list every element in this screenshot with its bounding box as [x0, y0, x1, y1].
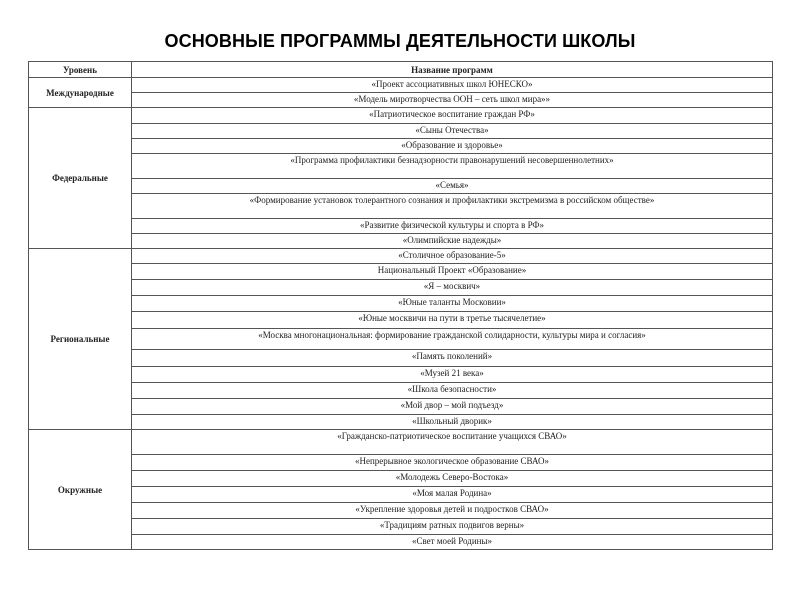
program-cell: «Моя малая Родина» — [132, 487, 773, 503]
level-cell-international: Международные — [29, 78, 132, 108]
table-row — [29, 312, 773, 329]
program-cell: «Столичное образование-5» — [132, 249, 773, 264]
program-cell: «Развитие физической культуры и спорта в РФ» — [132, 219, 773, 234]
page-title: ОСНОВНЫЕ ПРОГРАММЫ ДЕЯТЕЛЬНОСТИ ШКОЛЫ — [164, 31, 636, 51]
level-cell-federal: Федеральные — [29, 108, 132, 249]
level-cell-regional: Региональные — [29, 249, 132, 430]
program-cell: «Программа профилактики безнадзорности правонарушений несовершеннолетних» — [132, 154, 773, 179]
program-cell: «Образование и здоровье» — [132, 139, 773, 154]
programs-table-body — [29, 78, 773, 550]
program-cell: «Олимпийские надежды» — [132, 234, 773, 249]
level-cell-district: Окружные — [29, 430, 132, 550]
table-row — [29, 179, 773, 194]
programs-table — [28, 61, 773, 550]
table-row — [29, 234, 773, 249]
table-row — [29, 503, 773, 519]
table-row — [29, 108, 773, 124]
table-header-row — [29, 62, 773, 78]
program-cell: Национальный Проект «Образование» — [132, 264, 773, 280]
table-row — [29, 455, 773, 471]
table-row — [29, 415, 773, 430]
program-cell: «Модель миротворчества ООН – сеть школ мира»» — [132, 93, 773, 108]
program-cell: «Школьный дворик» — [132, 415, 773, 430]
table-row — [29, 139, 773, 154]
table-row — [29, 519, 773, 535]
program-cell: «Москва многонациональная: формирование гражданской солидарности, культуры мира и согласия» — [132, 329, 773, 350]
table-row — [29, 154, 773, 179]
program-cell: «Память поколений» — [132, 350, 773, 367]
table-row — [29, 487, 773, 503]
table-row — [29, 430, 773, 455]
program-name-column-header: Название программ — [132, 62, 773, 78]
table-row — [29, 535, 773, 550]
program-cell: «Школа безопасности» — [132, 383, 773, 399]
table-row — [29, 219, 773, 234]
table-row — [29, 264, 773, 280]
table-row — [29, 194, 773, 219]
program-cell: «Семья» — [132, 179, 773, 194]
program-cell: «Укрепление здоровья детей и подростков СВАО» — [132, 503, 773, 519]
table-row — [29, 296, 773, 312]
table-row — [29, 93, 773, 108]
table-row — [29, 350, 773, 367]
table-row — [29, 383, 773, 399]
program-cell: «Музей 21 века» — [132, 367, 773, 383]
program-cell: «Я – москвич» — [132, 280, 773, 296]
table-row — [29, 367, 773, 383]
program-cell: «Патриотическое воспитание граждан РФ» — [132, 108, 773, 124]
program-cell: «Непрерывное экологическое образование СВАО» — [132, 455, 773, 471]
program-cell: «Юные таланты Московии» — [132, 296, 773, 312]
program-cell: «Юные москвичи на пути в третье тысячелетие» — [132, 312, 773, 329]
program-cell: «Традициям ратных подвигов верны» — [132, 519, 773, 535]
table-row — [29, 78, 773, 93]
program-cell: «Свет моей Родины» — [132, 535, 773, 550]
program-cell: «Формирование установок толерантного сознания и профилактики экстремизма в российском обществе» — [132, 194, 773, 219]
table-row — [29, 399, 773, 415]
program-cell: «Сыны Отечества» — [132, 124, 773, 139]
table-row — [29, 249, 773, 264]
table-row — [29, 329, 773, 350]
program-cell: «Проект ассоциативных школ ЮНЕСКО» — [132, 78, 773, 93]
program-cell: «Мой двор – мой подъезд» — [132, 399, 773, 415]
table-row — [29, 124, 773, 139]
program-cell: «Гражданско-патриотическое воспитание учащихся СВАО» — [132, 430, 773, 455]
table-row — [29, 471, 773, 487]
level-column-header: Уровень — [29, 62, 132, 78]
program-cell: «Молодежь Северо-Востока» — [132, 471, 773, 487]
table-row — [29, 280, 773, 296]
